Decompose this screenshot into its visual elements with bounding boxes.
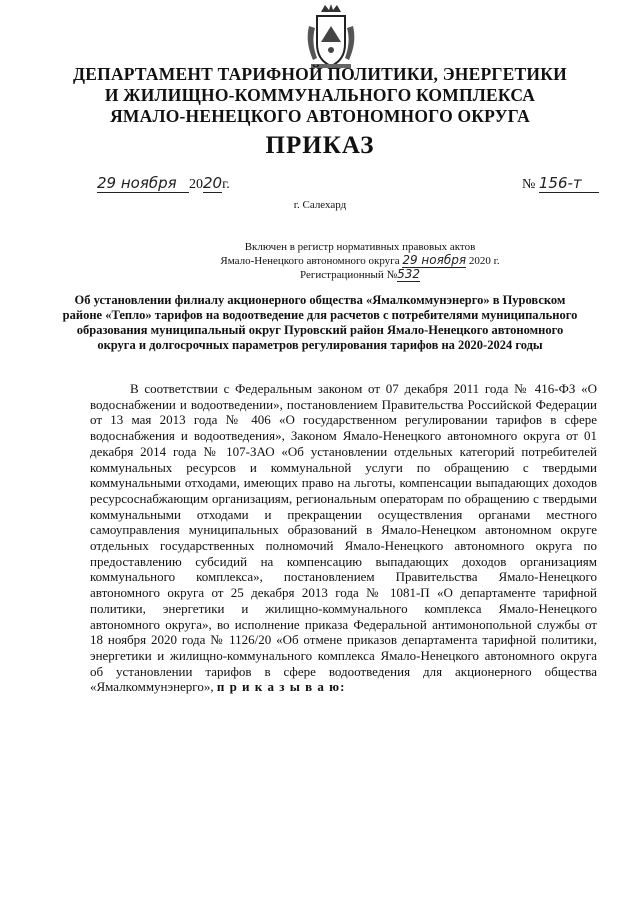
- registry-year: 2020 г.: [468, 255, 500, 267]
- department-name: [40, 64, 600, 127]
- registry-line-3: [180, 268, 540, 282]
- department-line-3: ЯМАЛО-НЕНЕЦКОГО АВТОНОМНОГО ОКРУГА: [110, 106, 530, 126]
- city: г. Салехард: [293, 199, 347, 211]
- department-line-2: И ЖИЛИЩНО-КОММУНАЛЬНОГО КОМПЛЕКСА: [104, 85, 536, 105]
- handwritten-date-day: 29 ноября: [97, 174, 189, 193]
- registry-number-label: Регистрационный №: [300, 269, 398, 281]
- date-suffix: г.: [222, 177, 230, 192]
- date-year-prefix: 20: [189, 177, 203, 192]
- registry-region: Ямало-Ненецкого автономного округа: [220, 255, 400, 267]
- document-body: [90, 381, 597, 695]
- registry-line-1: Включен в регистр нормативных правовых актов: [244, 241, 476, 253]
- order-number: [522, 174, 599, 193]
- order-title: ПРИКАЗ: [265, 132, 375, 159]
- coat-of-arms-icon: [299, 2, 363, 72]
- registry-stamp: [180, 241, 540, 282]
- handwritten-registry-date: 29 ноября: [402, 253, 467, 267]
- body-paragraph: В соответствии с Федеральным законом от 07 декабря 2011 года № 416-ФЗ «О водоснабжении и водоотведении», постановлением Правительства Российской Федерации от 13 мая 2013 года № 406 «О государственном регулировании тарифов в сфере водоснабжения и водоотведения», Законом Ямало-Ненецкого автономного округа от 01 декабря 2014 года № 107-ЗАО «Об установлении отдельных категорий потребителей коммунальных ресурсов и коммунальной услуги по обращению с твердыми коммунальными отходами, имеющих право на льготы, компенсации выпадающих доходов ресурсоснабжающим организациям, региональным операторам по обращению с твердыми коммунальными отходами и прекращении осуществления органами местного самоуправления муниципальных образований в Ямало-Ненецком автономном округе отдельных государственных полномочий Ямало-Ненецкого автономного округа по предоставлению субсидий на компенсацию выпадающих доходов организациям коммунального комплекса», постановлением Правительства Ямало-Ненецкого автономного округа от 25 декабря 2013 года № 1081-П «О департаменте тарифной политики, энергетики и жилищно-коммунального комплекса Ямало-Ненецкого автономного округа», во исполнение приказа Федеральной антимонопольной службы от 18 ноября 2020 года № 1126/20 «Об отмене приказов департамента тарифной политики, энергетики и жилищно-коммунального комплекса Ямало-Ненецкого автономного округа об установлении тарифов в сфере водоотведения для акционерного общества «Ямалкоммунэнерго»,: [90, 381, 597, 695]
- handwritten-date-year: 20: [203, 174, 223, 192]
- document-heading: Об установлении филиалу акционерного общества «Ямалкоммунэнерго» в Пуровском районе «Тепло» тарифов на водоотведение для расчетов с потребителями муниципального образования муниципальный округ Пуровский район Ямало-Ненецкого автономного округа и долгосрочных параметров регулирования тарифов на 2020-2024 годы: [62, 293, 578, 352]
- number-prefix: №: [522, 177, 536, 192]
- body-emphasis: п р и к а з ы в а ю:: [216, 679, 346, 695]
- handwritten-order-number: 156-т: [539, 174, 599, 193]
- department-line-1: ДЕПАРТАМЕНТ ТАРИФНОЙ ПОЛИТИКИ, ЭНЕРГЕТИКИ: [73, 64, 567, 84]
- order-date: [97, 174, 230, 193]
- registry-line-2: [180, 254, 540, 268]
- handwritten-registry-number: 532: [397, 267, 420, 281]
